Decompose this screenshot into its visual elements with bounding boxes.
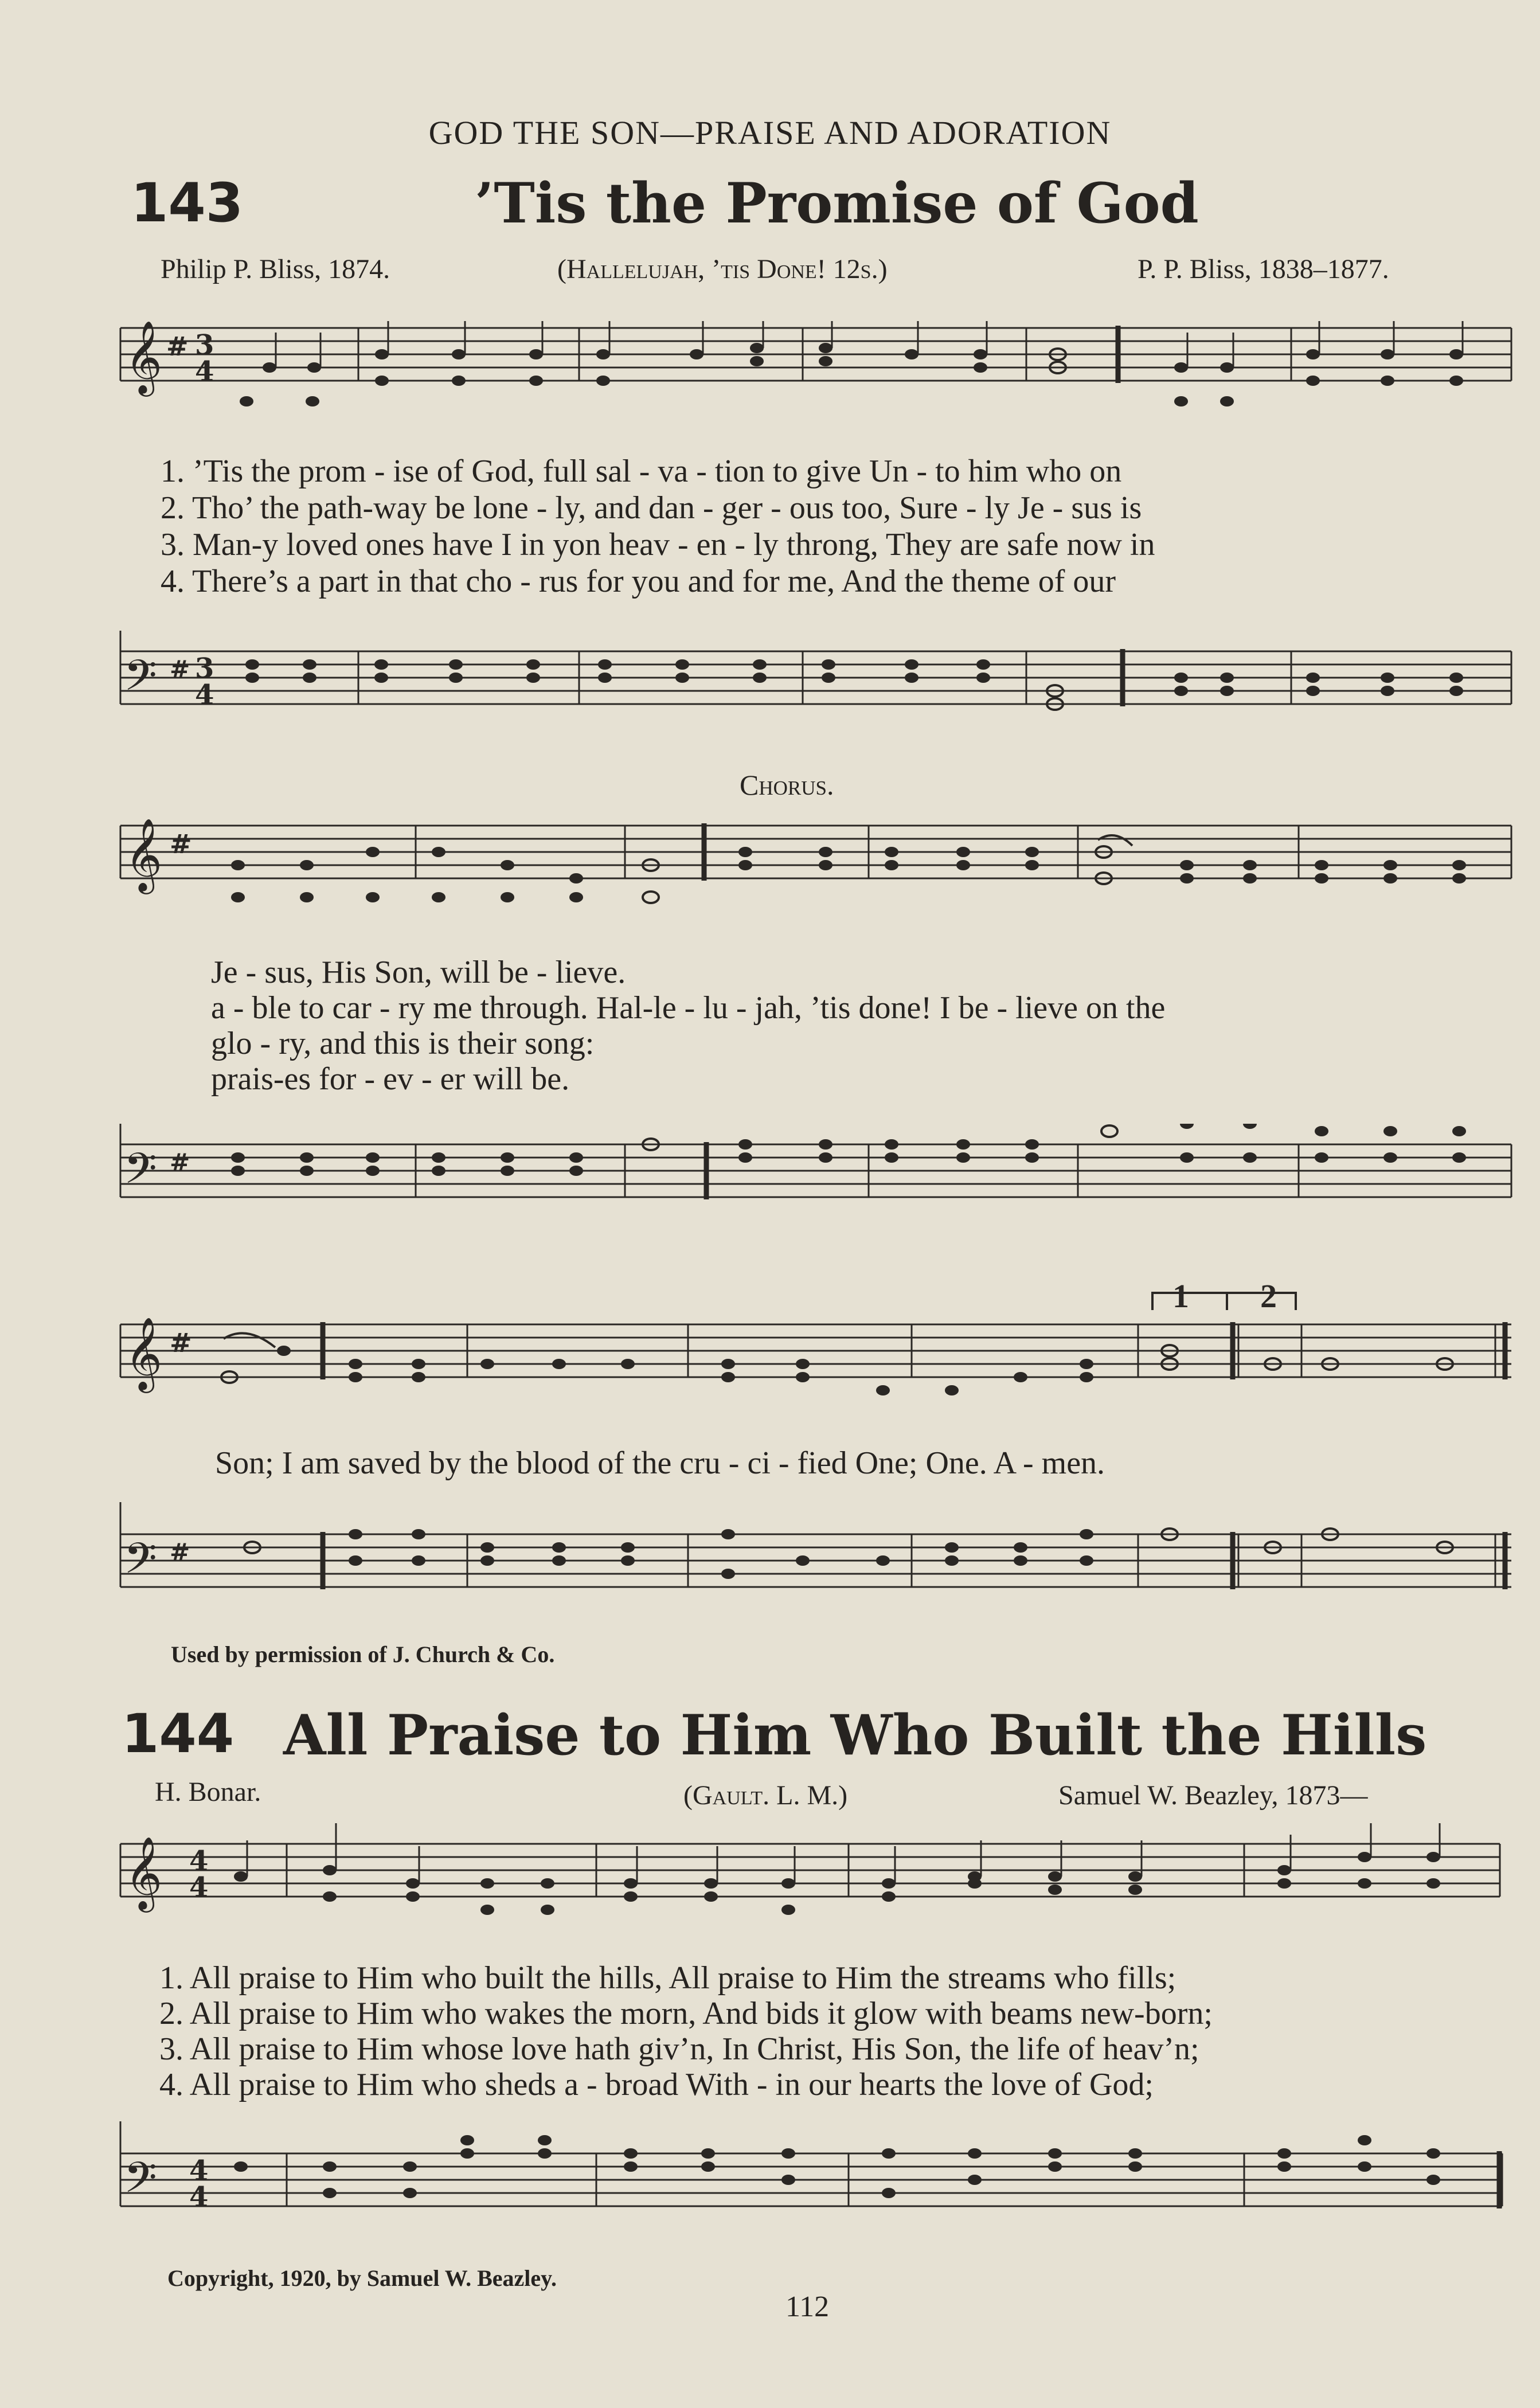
svg-text:𝄢: 𝄢	[124, 1144, 157, 1204]
verse-4-line-1: 4. There’s a part in that cho - rus for you and for me, And the theme of our	[161, 564, 1116, 599]
hymn-composer: P. P. Bliss, 1838–1877.	[1138, 254, 1389, 284]
hymn-author: Philip P. Bliss, 1874.	[161, 254, 390, 284]
verse-3-line-2: glo - ry, and this is their song:	[211, 1026, 595, 1061]
hymn-tune: (Hallelujah, ’tis Done! 12s.)	[557, 254, 888, 284]
verse-1-line-2: Je - sus, His Son, will be - lieve.	[211, 955, 626, 990]
svg-text:#: #	[170, 655, 190, 683]
svg-text:#: #	[170, 1148, 190, 1176]
music-staff-treble	[0, 814, 1540, 917]
verse-3: 3. All praise to Him whose love hath giv’n, In Christ, His Son, the life of heav’n;	[159, 2031, 1199, 2067]
svg-text:𝄞: 𝄞	[125, 1316, 163, 1390]
svg-text:4: 4	[189, 2181, 209, 2213]
section-header: GOD THE SON—PRAISE AND ADORATION	[428, 114, 1112, 151]
hymn-tune: (Gault. L. M.)	[683, 1780, 848, 1811]
svg-text:#: #	[170, 1327, 192, 1358]
svg-text:4: 4	[189, 2155, 209, 2187]
page-number: 112	[785, 2290, 830, 2323]
svg-text:4: 4	[195, 679, 214, 711]
verse-1: 1. All praise to Him who built the hills, All praise to Him the streams who fills;	[159, 1960, 1177, 1996]
svg-text:4: 4	[189, 1845, 209, 1877]
music-staff-bass	[0, 631, 1540, 728]
svg-text:𝄞: 𝄞	[125, 1836, 163, 1909]
volta-1-marker: 1	[1172, 1284, 1189, 1315]
svg-text:𝄢: 𝄢	[124, 651, 157, 711]
verse-4: 4. All praise to Him who sheds a - broad With - in our hearts the love of God;	[159, 2067, 1154, 2102]
verse-1-line-1: 1. ’Tis the prom - ise of God, full sal - va - tion to give Un - to him who on	[161, 454, 1122, 489]
svg-text:3: 3	[195, 652, 214, 685]
svg-text:#: #	[170, 1538, 190, 1566]
svg-text:3: 3	[195, 329, 214, 361]
verse-2-line-1: 2. Tho’ the path-way be lone - ly, and dan - ger - ous too, Sure - ly Je - sus is	[161, 490, 1142, 526]
chorus-label: Chorus.	[740, 769, 834, 801]
hymn-number: 144	[122, 1703, 234, 1765]
verse-3-line-1: 3. Man-y loved ones have I in yon heav - en - ly throng, They are safe now in	[161, 527, 1155, 562]
copyright-note: Copyright, 1920, by Samuel W. Beazley.	[167, 2265, 557, 2291]
music-staff-bass	[0, 1502, 1540, 1611]
hymn-composer: Samuel W. Beazley, 1873—	[1058, 1780, 1368, 1811]
verse-2: 2. All praise to Him who wakes the morn, And bids it glow with beams new-born;	[159, 1996, 1213, 2031]
music-staff-treble	[0, 1823, 1540, 1938]
verse-2-line-2: a - ble to car - ry me through. Hal-le - lu - jah, ’tis done! I be - lieve on the	[211, 990, 1166, 1026]
svg-text:𝄢: 𝄢	[124, 1534, 157, 1594]
svg-text:#: #	[166, 331, 189, 362]
music-staff-treble	[0, 321, 1540, 419]
music-staff-treble	[0, 1284, 1540, 1416]
hymn-author: H. Bonar.	[155, 1777, 261, 1807]
svg-text:4: 4	[195, 355, 214, 388]
volta-2-marker: 2	[1260, 1284, 1277, 1315]
hymn-number: 143	[131, 172, 244, 234]
music-staff-bass	[0, 2121, 1540, 2236]
permission-note: Used by permission of J. Church & Co.	[171, 1641, 555, 1667]
hymn-title: All Praise to Him Who Built the Hills	[283, 1703, 1427, 1768]
verse-4-line-2: prais-es for - ev - er will be.	[211, 1061, 570, 1097]
music-staff-bass	[0, 1124, 1540, 1227]
svg-text:𝄞: 𝄞	[125, 818, 163, 891]
svg-text:𝄢: 𝄢	[124, 2153, 157, 2213]
verse-line-3: Son; I am saved by the blood of the cru - ci - fied One; One. A - men.	[215, 1445, 1105, 1481]
hymn-title: ’Tis the Promise of God	[475, 171, 1199, 236]
svg-text:𝄞: 𝄞	[125, 321, 163, 393]
svg-text:4: 4	[189, 1871, 209, 1903]
svg-text:#: #	[170, 828, 192, 859]
